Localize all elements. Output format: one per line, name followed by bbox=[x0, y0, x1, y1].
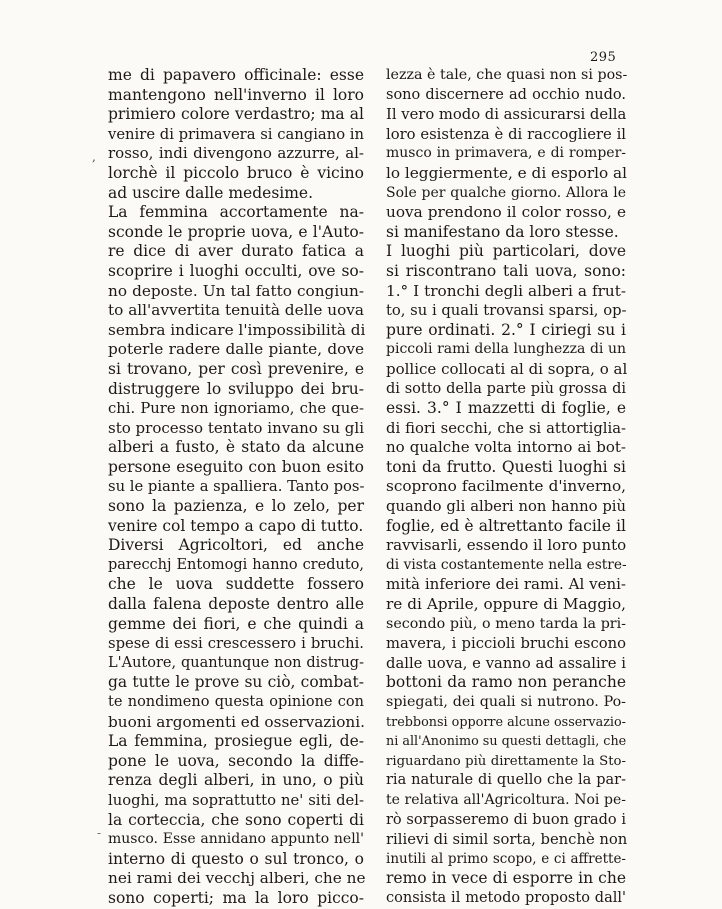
text-line: pollice collocati al di sopra, o al bbox=[386, 359, 628, 378]
text-line: quando gli alberi non hanno più bbox=[386, 498, 626, 516]
text-line: sto processo tentato invano su gli bbox=[108, 418, 364, 437]
text-line: no qualche volta intorno ai bot- bbox=[386, 438, 626, 457]
text-line: mità inferiore dei rami. Al veni- bbox=[386, 575, 626, 594]
text-line: bottoni da ramo non peranche bbox=[386, 673, 626, 692]
text-line: interno di questo o sul tronco, o bbox=[108, 849, 364, 868]
text-line: Sole per qualche giorno. Allora le bbox=[386, 184, 626, 201]
text-line: musco. Esse annidano appunto nell' bbox=[108, 831, 364, 848]
text-line: rosso, indi divengono azzurre, al- bbox=[108, 144, 364, 163]
text-line: primiero colore verdastro; ma al bbox=[108, 105, 364, 124]
text-line: re di Aprile, oppure di Maggio, bbox=[386, 595, 626, 614]
text-line: parecchj Entomogi hanno creduto, bbox=[108, 556, 364, 573]
text-line: foglie, ed è altrettanto facile il bbox=[386, 516, 626, 535]
text-line: distruggere lo sviluppo dei bru- bbox=[108, 379, 364, 398]
text-line: ga tutte le prove su ciò, combat- bbox=[108, 673, 364, 692]
text-line: essi. 3.° I mazzetti di foglie, e bbox=[386, 399, 626, 418]
text-line: ni all'Anonimo su questi dettagli, che bbox=[386, 734, 627, 750]
text-line: renza degli alberi, in uno, o più bbox=[108, 771, 364, 790]
margin-mark: , bbox=[92, 150, 96, 164]
text-line: I luoghi più particolari, dove bbox=[386, 242, 626, 261]
text-line: L'Autore, quantunque non distrug- bbox=[108, 654, 364, 671]
text-line: Diversi Agricoltori, ed anche bbox=[108, 536, 364, 555]
text-line: spiegati, dei quali si nutrono. Po- bbox=[386, 694, 626, 710]
text-line: sono la pazienza, e lo zelo, per bbox=[108, 497, 364, 516]
text-line: lo leggiermente, e di esporlo al bbox=[386, 163, 627, 182]
text-line: rilievi di simil sorta, benchè non bbox=[386, 831, 628, 849]
text-line: di vista costantemente nella estre- bbox=[386, 556, 627, 573]
page-number: 295 bbox=[590, 50, 617, 65]
text-line: alberi a fusto, è stato da alcune bbox=[108, 438, 364, 457]
text-line: si trovano, per così prevenire, e bbox=[108, 359, 364, 378]
text-line: 1.° I tronchi degli alberi a frut- bbox=[386, 281, 626, 300]
text-column-right bbox=[386, 66, 626, 909]
text-line: rò sorpasseremo di buon grado i bbox=[386, 811, 626, 828]
text-line: dalla falena deposte dentro alle bbox=[108, 595, 364, 614]
text-line: to all'avvertita tenuità delle uova bbox=[108, 301, 364, 320]
text-line: lezza è tale, che quasi non si pos- bbox=[386, 67, 628, 83]
text-line: riguardano più direttamente la Sto- bbox=[386, 753, 626, 769]
text-line: te nondimeno questa opinione con bbox=[108, 694, 364, 710]
text-line: pure ordinati. 2.° I ciriegi su i bbox=[386, 320, 626, 339]
text-line: me di papavero officinale: esse bbox=[108, 66, 364, 84]
text-line: sembra indicare l'impossibilità di bbox=[108, 320, 366, 339]
text-line: musco in primavera, e di romper- bbox=[386, 145, 626, 162]
text-line: uova prendono il color rosso, e bbox=[386, 203, 626, 222]
text-line: chi. Pure non ignoriamo, che que- bbox=[108, 400, 364, 418]
text-line: si manifestano da loro stesse. bbox=[386, 222, 619, 241]
text-line: buoni argomenti ed osservazioni. bbox=[108, 712, 365, 731]
text-line: ravvisarli, essendo il loro punto bbox=[386, 536, 627, 555]
text-line: inutili al primo scopo, e ci affrette- bbox=[386, 850, 626, 867]
text-line: spese di essi crescessero i bruchi. bbox=[108, 635, 364, 653]
text-line: to, su i quali trovansi sparsi, op- bbox=[386, 302, 627, 320]
text-line: di fiori secchi, che si attortiglia- bbox=[386, 419, 626, 437]
text-line: lorchè il piccolo bruco è vicino bbox=[108, 163, 364, 182]
text-line: la corteccia, che sono coperti di bbox=[108, 810, 364, 829]
text-line: si riscontrano tali uova, sono: bbox=[386, 261, 626, 280]
text-line: di sotto della parte più grossa di bbox=[386, 380, 626, 397]
text-line: trebbonsi opporre alcune osservazio- bbox=[386, 714, 626, 730]
text-line: poterle radere dalle piante, dove bbox=[108, 340, 364, 359]
text-line: sconde le proprie uova, e l'Auto- bbox=[108, 222, 364, 241]
margin-mark: - bbox=[97, 826, 102, 840]
text-line: ad uscire dalle medesime. bbox=[108, 183, 314, 202]
text-line: Il vero modo di assicurarsi della bbox=[386, 106, 627, 124]
text-line: scoprire i luoghi occulti, ove so- bbox=[108, 261, 364, 280]
text-line: mavera, i piccioli bruchi escono bbox=[386, 635, 626, 653]
text-line: consista il metodo proposto dall' bbox=[386, 889, 626, 906]
text-line: loro esistenza è di raccogliere il bbox=[386, 125, 626, 143]
text-line: luoghi, ma soprattutto ne' siti del- bbox=[108, 791, 364, 809]
text-line: sono discernere ad occhio nudo. bbox=[386, 86, 626, 103]
text-line: secondo più, o meno tarda la pri- bbox=[386, 615, 626, 632]
text-line: no deposte. Un tal fatto congiun- bbox=[108, 281, 364, 300]
text-line: re dice di aver durato fatica a bbox=[108, 242, 364, 261]
text-line: te relativa all'Agricoltura. Noi pe- bbox=[386, 791, 626, 808]
text-line: ria naturale di quello che la par- bbox=[386, 772, 626, 789]
text-line: gemme dei fiori, e che quindi a bbox=[108, 614, 364, 633]
text-line: toni da frutto. Questi luoghi si bbox=[386, 457, 626, 476]
text-line: sono coperti; ma la loro picco- bbox=[108, 888, 364, 907]
text-line: persone eseguito con buon esito bbox=[108, 457, 364, 476]
text-line: La femmina, prosiegue egli, de- bbox=[108, 732, 364, 751]
text-line: piccoli rami della lunghezza di un bbox=[386, 341, 626, 358]
text-line: remo in vece di esporre in che bbox=[386, 869, 626, 888]
text-line: mantengono nell'inverno il loro bbox=[108, 85, 364, 104]
text-line: su le piante a spalliera. Tanto pos- bbox=[108, 478, 365, 496]
text-line: scoprono facilmente d'inverno, bbox=[386, 477, 626, 496]
text-column-left bbox=[108, 66, 364, 909]
text-line: dalle uova, e vanno ad assalire i bbox=[386, 654, 626, 672]
text-line: venire di primavera si cangiano in bbox=[108, 125, 364, 143]
text-line: nei rami dei vecchj alberi, che ne bbox=[108, 869, 366, 888]
text-line: La femmina accortamente na- bbox=[108, 203, 364, 222]
text-line: venire col tempo a capo di tutto. bbox=[108, 516, 364, 535]
text-line: che le uova suddette fossero bbox=[108, 575, 364, 594]
text-line: pone le uova, secondo la diffe- bbox=[108, 751, 364, 770]
